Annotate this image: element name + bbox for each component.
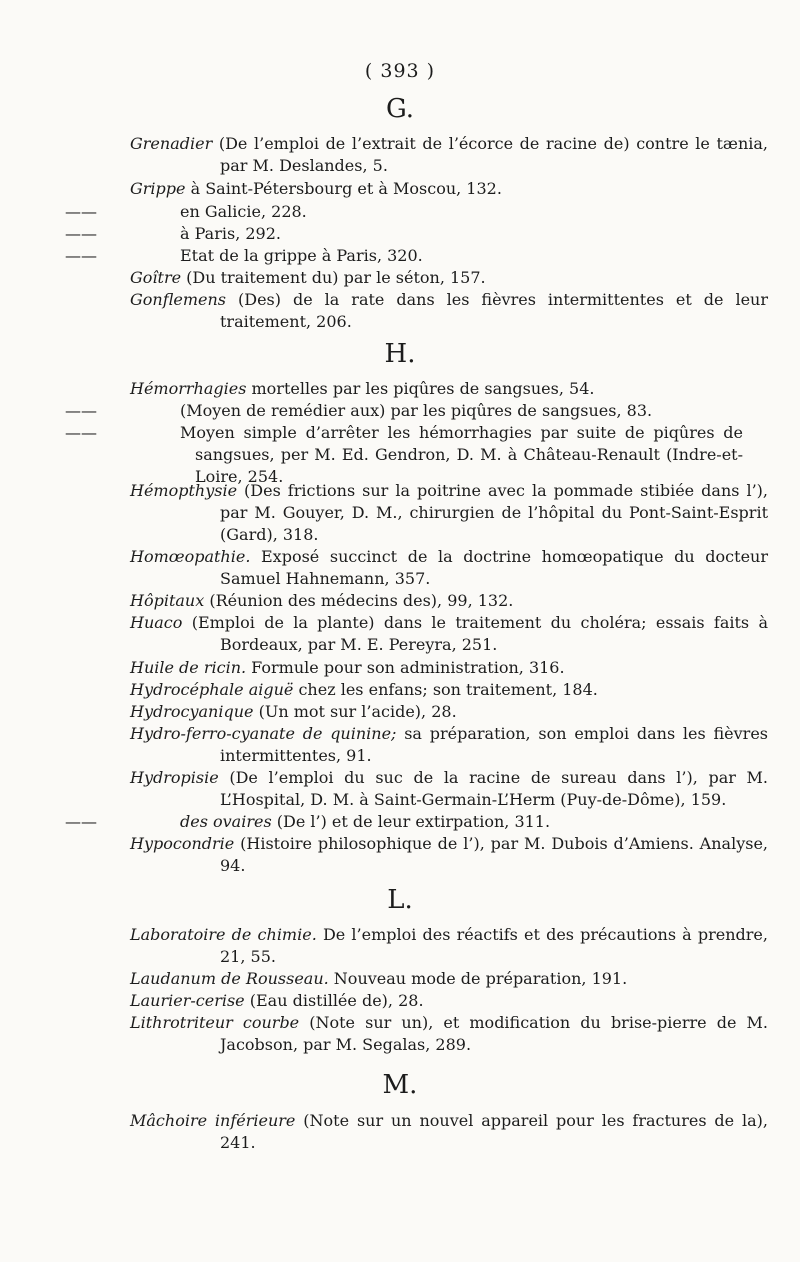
index-entry: Huile de ricin. Formule pour son administration, 316. [130, 658, 565, 677]
index-entry: Laurier-cerise (Eau distillée de), 28. [130, 991, 424, 1010]
index-subentry: —— des ovaires (De l’) et de leur extirpation, 311. [65, 812, 551, 831]
index-subentry: —— (Moyen de remédier aux) par les piqûres de sangsues, 83. [65, 401, 653, 420]
index-entry: Homœopathie. Exposé succinct de la doctrine homœopatique du docteur Samuel Hahnemann, 357. [130, 547, 768, 588]
index-entry: Hydrocyanique (Un mot sur l’acide), 28. [130, 702, 457, 721]
index-entry: Laboratoire de chimie. De l’emploi des réactifs et des précautions à prendre, 21, 55. [130, 925, 768, 966]
section-letter-l: L. [387, 885, 413, 915]
section-letter-g: G. [385, 94, 415, 124]
index-entry: Grenadier (De l’emploi de l’extrait de l’écorce de racine de) contre le tænia, par M. Deslandes, 5. [130, 134, 768, 175]
index-entry: Mâchoire inférieure (Note sur un nouvel appareil pour les fractures de la), 241. [130, 1111, 769, 1152]
index-entry: Hémorrhagies mortelles par les piqûres de sangsues, 54. [130, 379, 595, 398]
index-subentry: —— Moyen simple d’arrêter les hémorrhagies par suite de piqûres de sangsues, per M. Ed. Gendron, D. M. à Château-Renault (Indre-et-Loire, 254. [65, 423, 743, 486]
index-subentry: —— à Paris, 292. [65, 224, 281, 243]
index-entry: Hypocondrie (Histoire philosophique de l’), par M. Dubois d’Amiens. Analyse, 94. [130, 834, 768, 875]
index-entry: Hôpitaux (Réunion des médecins des), 99, 132. [130, 591, 514, 610]
section-letter-m: M. [382, 1070, 418, 1100]
index-entry: Hydropisie (De l’emploi du suc de la racine de sureau dans l’), par M. L’Hospital, D. M. à Saint-Germain-L’Herm (Puy-de-Dôme), 159. [130, 768, 768, 809]
index-entry: Huaco (Emploi de la plante) dans le traitement du choléra; essais faits à Bordeaux, par M. E. Pereyra, 251. [130, 613, 768, 654]
page-number: ( 393 ) [364, 60, 436, 82]
section-letter-h: H. [384, 339, 416, 369]
index-entry: Gonflemens (Des) de la rate dans les fièvres intermittentes et de leur traitement, 206. [130, 290, 768, 331]
index-entry: Hydrocéphale aiguë chez les enfans; son traitement, 184. [130, 680, 598, 699]
index-entry: Lithrotriteur courbe (Note sur un), et modification du brise-pierre de M. Jacobson, par M. Segalas, 289. [130, 1013, 768, 1054]
index-entry: Hémopthysie (Des frictions sur la poitrine avec la pommade stibiée dans l’), par M. Gouyer, D. M., chirurgien de l’hôpital du Pont-Saint-Esprit (Gard), 318. [130, 481, 768, 544]
index-entry: Goître (Du traitement du) par le séton, 157. [130, 268, 486, 287]
index-subentry: —— en Galicie, 228. [65, 202, 307, 221]
index-entry: Laudanum de Rousseau. Nouveau mode de préparation, 191. [130, 969, 628, 988]
index-subentry: —— Etat de la grippe à Paris, 320. [65, 246, 423, 265]
index-entry: Grippe à Saint-Pétersbourg et à Moscou, 132. [130, 179, 502, 198]
index-entry: Hydro-ferro-cyanate de quinine; sa préparation, son emploi dans les fièvres intermittentes, 91. [130, 724, 768, 765]
